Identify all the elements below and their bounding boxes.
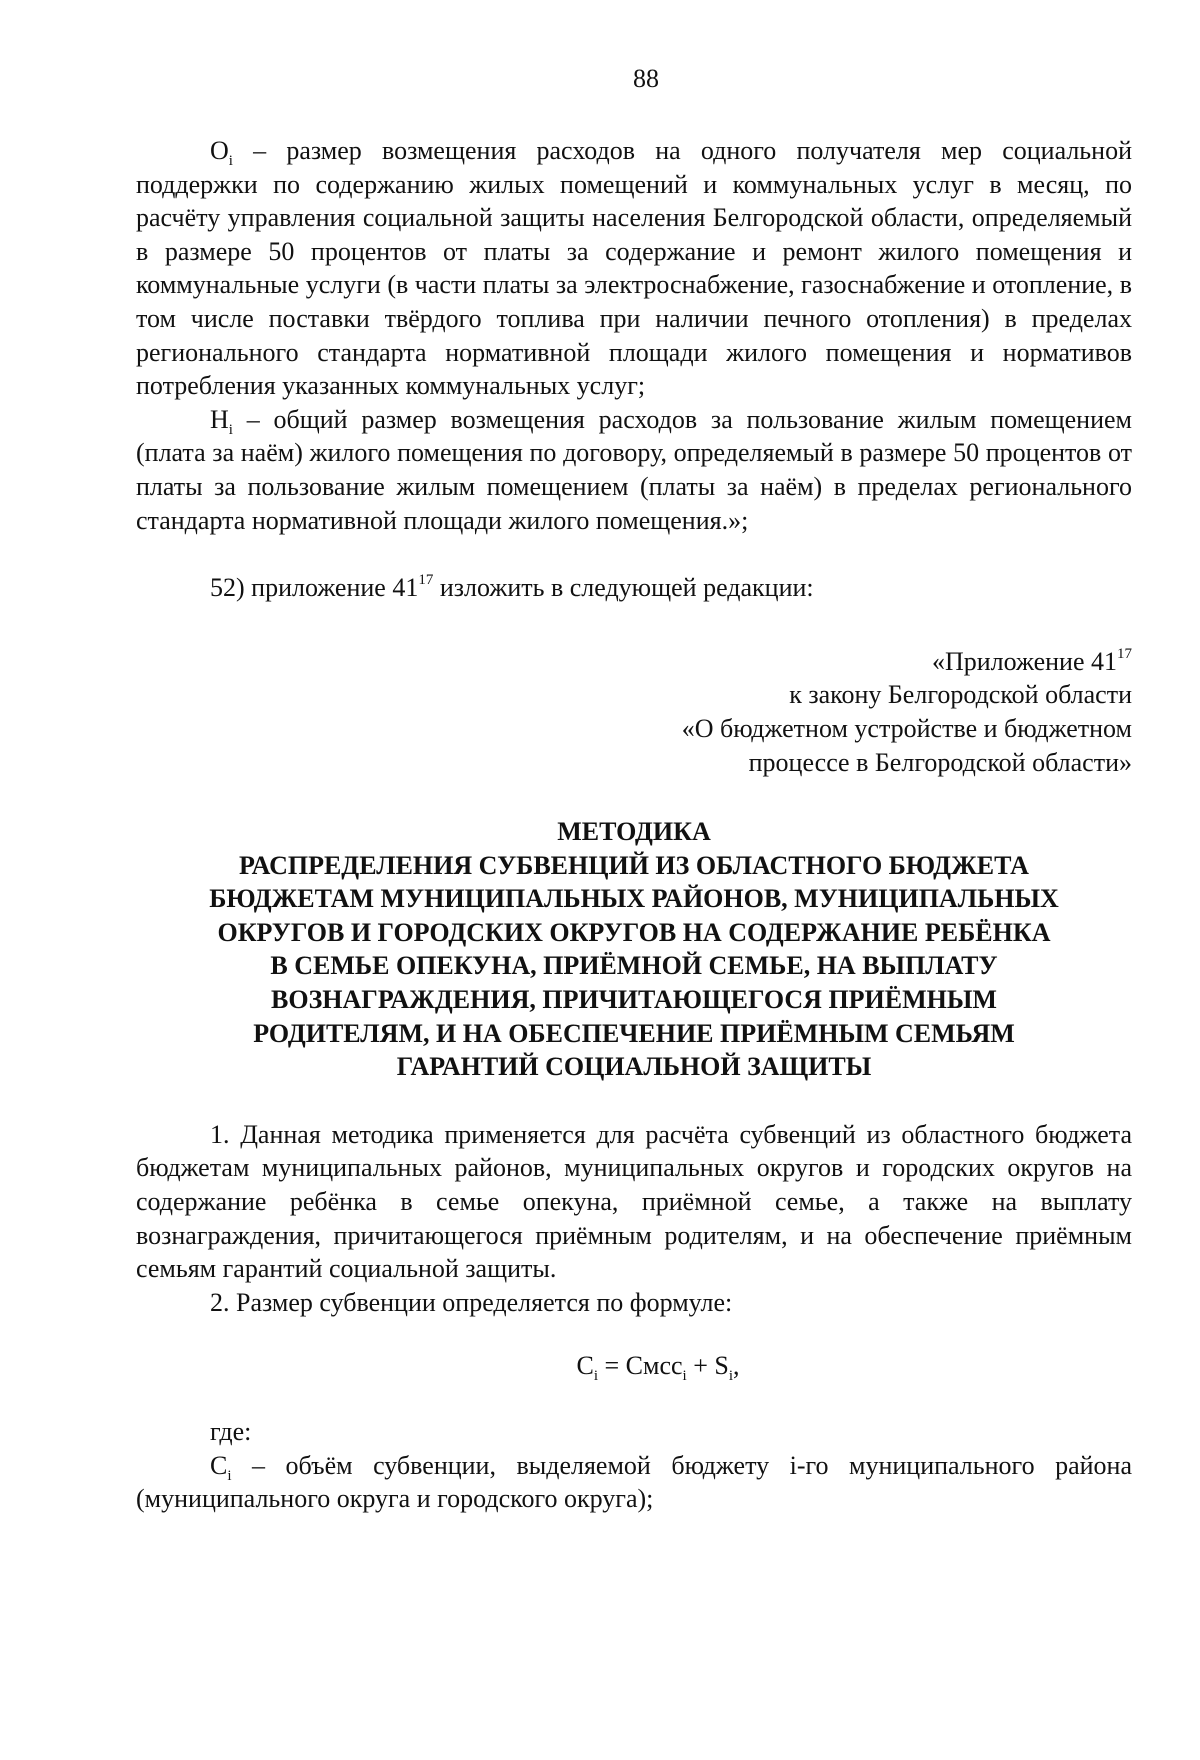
symbol: C xyxy=(210,1450,228,1480)
definition-paragraph-hi xyxy=(136,403,1132,537)
formula-end: , xyxy=(733,1351,740,1381)
title-line: МЕТОДИКА xyxy=(557,817,711,847)
annex-header xyxy=(136,645,1132,779)
formula-eq: = Смсс xyxy=(598,1351,683,1381)
subscript: i xyxy=(227,1467,232,1484)
title-line: ВОЗНАГРАЖДЕНИЯ, ПРИЧИТАЮЩЕГОСЯ ПРИЁМНЫМ xyxy=(271,985,997,1015)
annex-line-2: к закону Белгородской области xyxy=(789,680,1132,710)
title-line: БЮДЖЕТАМ МУНИЦИПАЛЬНЫХ РАЙОНОВ, МУНИЦИПАЛЬНЫХ xyxy=(209,884,1059,914)
annex-line-3: «О бюджетном устройстве и бюджетном xyxy=(681,713,1132,743)
subvention-formula xyxy=(136,1349,1132,1383)
annex-line-4: процессе в Белгородской области» xyxy=(748,747,1132,777)
definition-text: – размер возмещения расходов на одного получателя мер социальной поддержки по содержанию жилых помещений и коммунальных услуг в месяц, по расчёту управления социальной защиты населения Белгородской области, определяемый в размере 50 процентов от платы за содержание и ремонт жилого помещения и коммунальные услуги (в части платы за электроснабжение, газоснабжение и отопление, в том числе поставки твёрдого топлива при наличии печного отопления) в пределах регионального стандарта нормативной площади жилого помещения и нормативов потребления указанных коммунальных услуг; xyxy=(136,136,1132,401)
formula-smss-subscript: i xyxy=(682,1368,687,1385)
amendment-superscript: 17 xyxy=(418,572,434,589)
methodology-body xyxy=(136,1118,1132,1320)
definition-paragraph-ci xyxy=(136,1449,1132,1516)
page-number: 88 xyxy=(633,64,659,93)
title-line: ГАРАНТИЙ СОЦИАЛЬНОЙ ЗАЩИТЫ xyxy=(396,1052,872,1082)
definition-text: – общий размер возмещения расходов за пользование жилым помещением (плата за наём) жилого помещения по договору, определяемый в размере 50 процентов от платы за пользование жилым помещением (платы за наём) в пределах регионального стандарта нормативной площади жилого помещения.»; xyxy=(136,404,1132,535)
symbol: Н xyxy=(210,404,229,434)
body-paragraph-1: 1. Данная методика применяется для расчёта субвенций из областного бюджета бюджетам муниципальных районов, муниципальных округов и городских округов на содержание ребёнка в семье опекуна, приёмной семье, а также на выплату вознаграждения, причитающегося приёмным родителям, и на обеспечение приёмным семьям гарантий социальной защиты. xyxy=(136,1119,1132,1284)
page-content xyxy=(136,64,1132,1516)
body-paragraph-2: 2. Размер субвенции определяется по формуле: xyxy=(210,1287,733,1317)
document-title xyxy=(136,815,1132,1084)
subscript: i xyxy=(228,153,233,170)
annex-label: «Приложение 41 xyxy=(931,646,1117,676)
definition-text: – объём субвенции, выделяемой бюджету i-го муниципального района (муниципального округа и городского округа); xyxy=(136,1450,1132,1514)
annex-superscript: 17 xyxy=(1117,646,1132,663)
where-label: где: xyxy=(210,1417,252,1446)
annex-line-1 xyxy=(136,645,1132,679)
title-line: В СЕМЬЕ ОПЕКУНА, ПРИЁМНОЙ СЕМЬЕ, НА ВЫПЛАТУ xyxy=(270,951,998,981)
title-line: РАСПРЕДЕЛЕНИЯ СУБВЕНЦИЙ ИЗ ОБЛАСТНОГО БЮДЖЕТА xyxy=(239,850,1029,880)
amendment-paragraph xyxy=(136,571,1132,605)
title-line: ОКРУГОВ И ГОРОДСКИХ ОКРУГОВ НА СОДЕРЖАНИЕ РЕБЁНКА xyxy=(217,917,1051,947)
formula-c-subscript: i xyxy=(593,1368,598,1385)
symbol: О xyxy=(210,136,229,165)
formula-s-subscript: i xyxy=(728,1368,734,1385)
formula-c: C xyxy=(576,1351,594,1381)
amendment-prefix: 52) приложение 41 xyxy=(210,573,419,603)
definition-paragraph-oi xyxy=(136,134,1132,403)
subscript: i xyxy=(228,421,233,438)
title-line: РОДИТЕЛЯМ, И НА ОБЕСПЕЧЕНИЕ ПРИЁМНЫМ СЕМЬЯМ xyxy=(253,1018,1015,1048)
amendment-suffix: изложить в следующей редакции: xyxy=(433,573,814,603)
formula-plus: + S xyxy=(686,1351,729,1381)
